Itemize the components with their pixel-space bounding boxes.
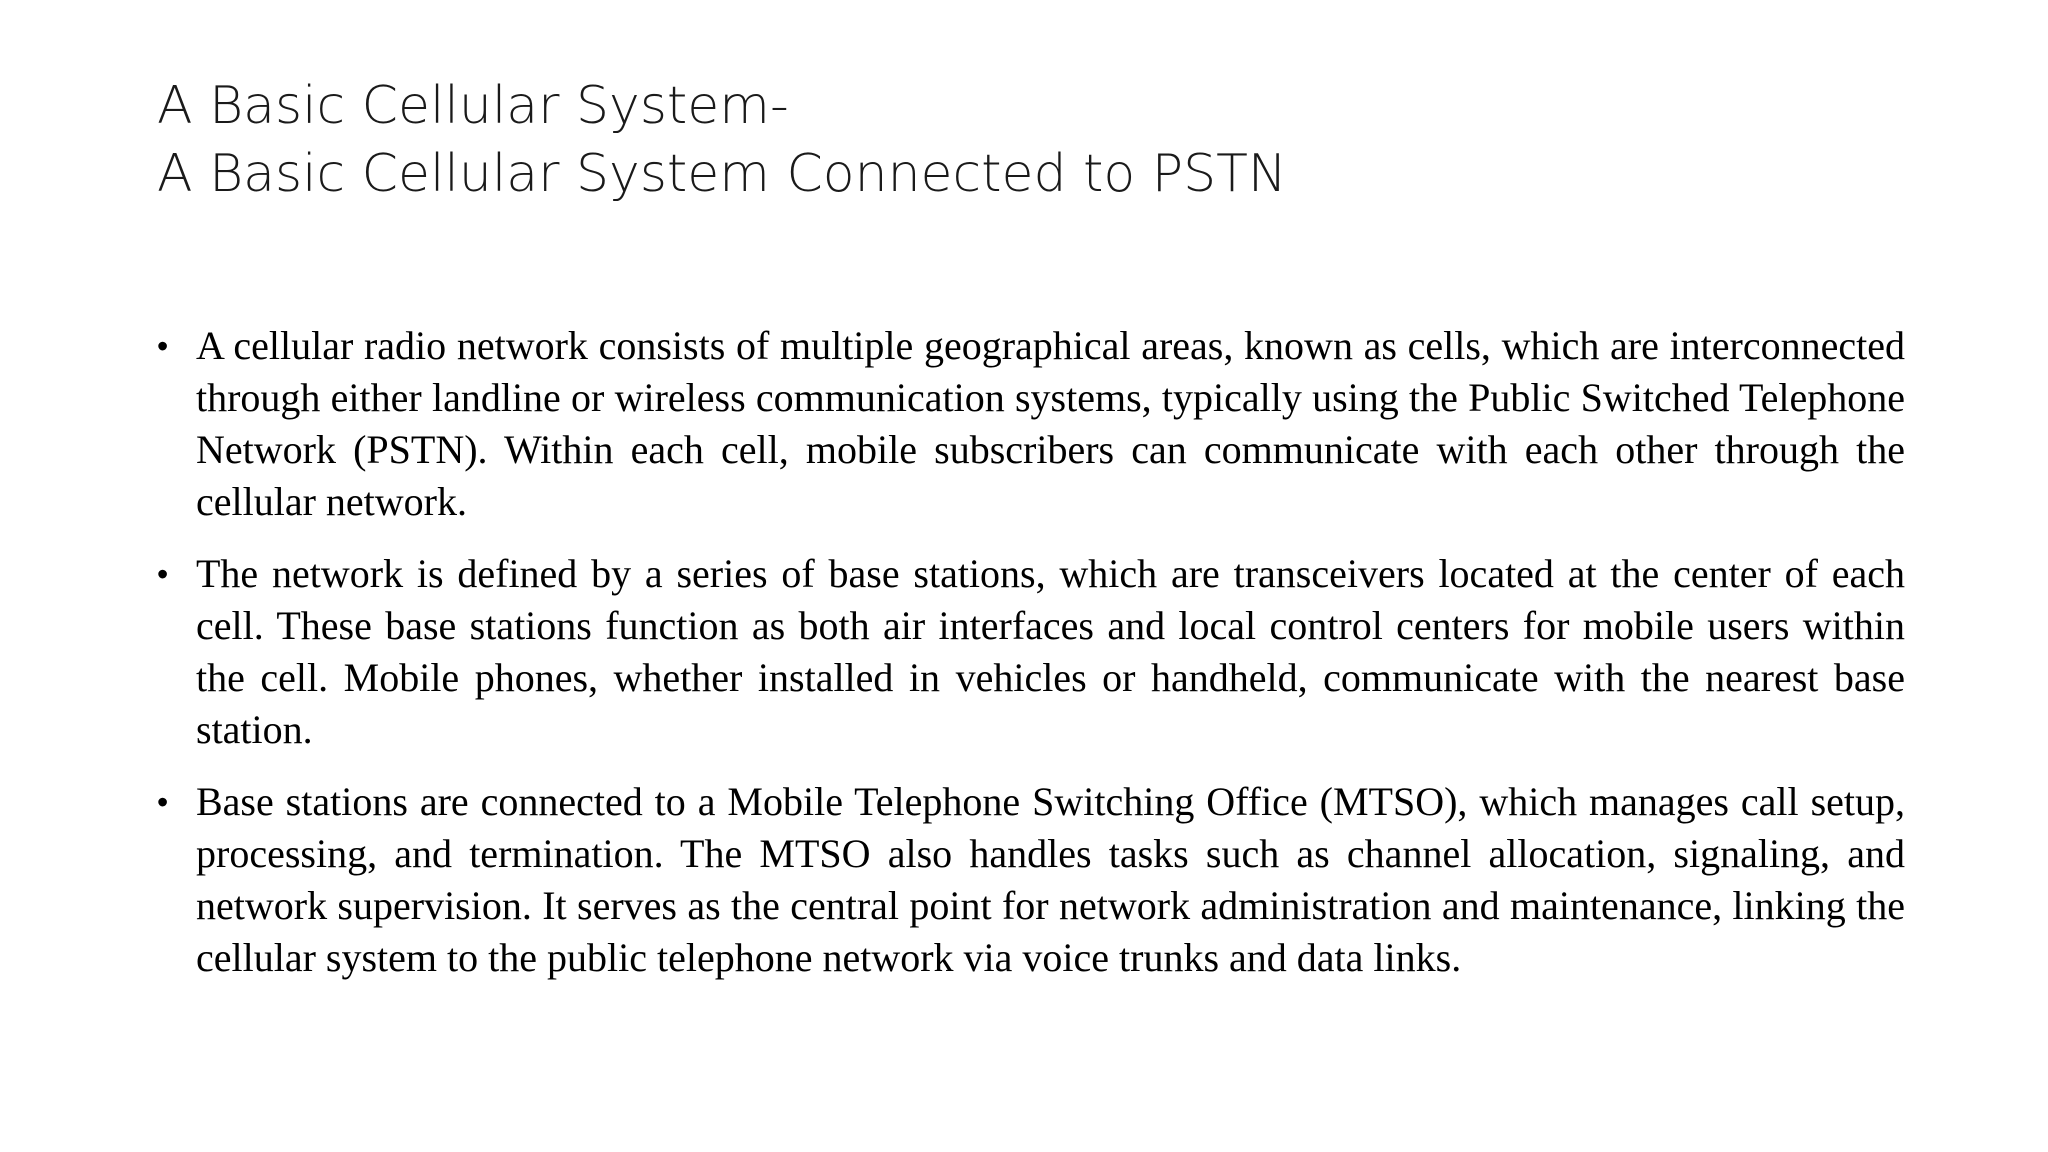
slide-title <box>157 72 1917 208</box>
bullet-list <box>157 320 1905 1004</box>
bullet-item-3 <box>157 776 1905 984</box>
title-line-2: A Basic Cellular System Connected to PSTN <box>157 144 1287 204</box>
bullet-item-1 <box>157 320 1905 528</box>
bullet-dot-icon: • <box>157 328 169 364</box>
bullet-text-2: The network is defined by a series of base stations, which are transceivers located at the center of each cell. These base stations function as both air interfaces and local control centers for mobile users within the cell. Mobile phones, whether installed in vehicles or handheld, communicate with the nearest base station. <box>196 551 1905 752</box>
bullet-text-3: Base stations are connected to a Mobile Telephone Switching Office (MTSO), which manages call setup, processing, and termination. The MTSO also handles tasks such as channel allocation, signaling, and network supervision. It serves as the central point for network administration and maintenance, linking the cellular system to the public telephone network via voice trunks and data links. <box>196 779 1905 980</box>
bullet-dot-icon: • <box>157 784 169 820</box>
bullet-dot-icon: • <box>157 556 169 592</box>
bullet-text-1: A cellular radio network consists of multiple geographical areas, known as cells, which are interconnected through either landline or wireless communication systems, typically using the Public Switched Telephone Network (PSTN). Within each cell, mobile subscribers can communicate with each other through the cellular network. <box>196 323 1905 524</box>
title-line-1: A Basic Cellular System- <box>157 76 789 136</box>
bullet-item-2 <box>157 548 1905 756</box>
